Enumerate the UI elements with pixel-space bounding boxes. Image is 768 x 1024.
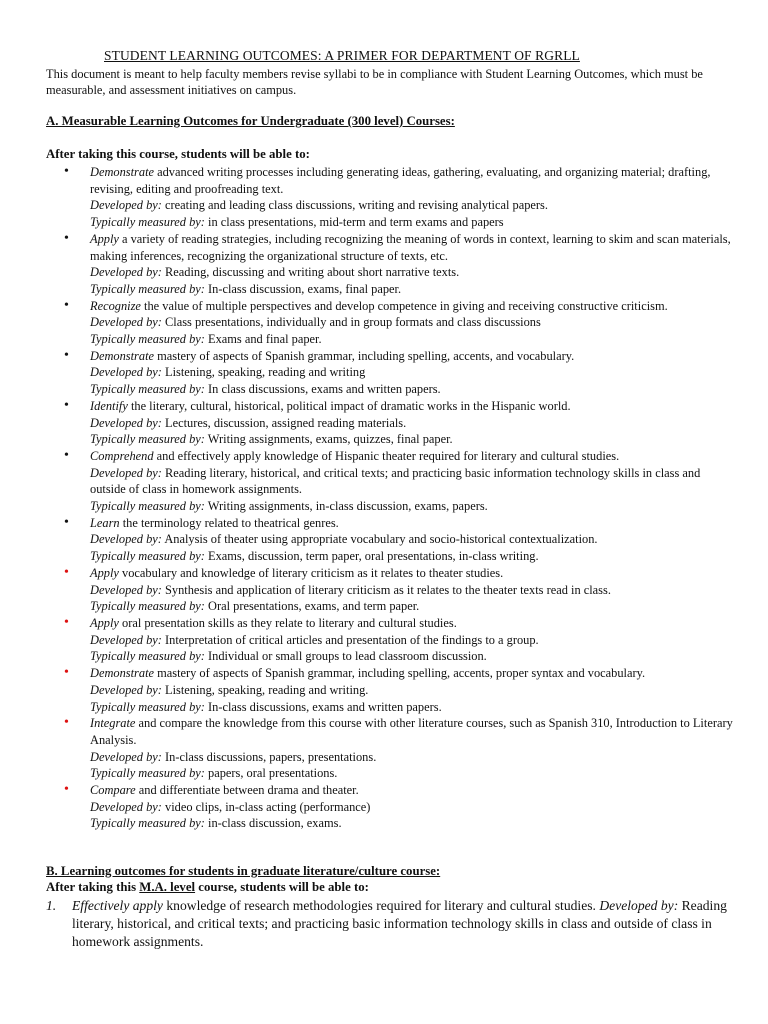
measured-by-text: papers, oral presentations. — [204, 766, 338, 781]
measured-by-text: in-class discussion, exams. — [204, 816, 342, 831]
measured-by-line — [90, 431, 736, 448]
outcome-verb: Compare — [90, 783, 136, 798]
developed-by-label: Developed by: — [90, 315, 162, 330]
measured-by-label: Typically measured by: — [90, 281, 205, 296]
developed-by-line — [90, 682, 736, 699]
section-b-lead — [46, 880, 369, 895]
intro-paragraph: This document is meant to help faculty members revise syllabi to be in compliance with Student Learning Outcomes, which must be measurable, and assessment initiatives on campus. — [46, 67, 703, 97]
developed-by-line — [90, 415, 736, 432]
developed-by-line — [90, 749, 736, 766]
outcome-text: a variety of reading strategies, including recognizing the meaning of words in context, learning to skim and scan materials, making inferences, recognizing the organizational structure of texts, etc. — [90, 231, 731, 263]
developed-by-line — [90, 364, 736, 381]
measured-by-line — [90, 381, 736, 398]
developed-by-text: Reading literary, historical, and critical texts; and practicing basic information technology skills in class and outside of class in homework assignments. — [72, 898, 727, 949]
outcome-item — [46, 448, 736, 515]
measured-by-line — [90, 214, 736, 231]
developed-by-line — [90, 582, 736, 599]
measured-by-label: Typically measured by: — [90, 215, 205, 230]
outcome-item — [46, 298, 736, 348]
developed-by-label: Developed by: — [90, 632, 162, 647]
bullet-icon: • — [64, 347, 69, 363]
developed-by-label: Developed by: — [90, 799, 162, 814]
developed-by-label: Developed by: — [90, 682, 162, 697]
measured-by-label: Typically measured by: — [90, 382, 205, 397]
bullet-icon: • — [64, 164, 69, 179]
developed-by-label: Developed by: — [599, 898, 679, 913]
measured-by-label: Typically measured by: — [90, 432, 205, 447]
bullet-icon: • — [64, 514, 69, 530]
outcome-text: the value of multiple perspectives and develop competence in giving and receiving constructive criticism. — [140, 298, 668, 313]
measured-by-text: Individual or small groups to lead classroom discussion. — [204, 649, 487, 664]
graduate-outcomes-list — [46, 897, 736, 951]
outcome-verb: Demonstrate — [90, 666, 155, 681]
bullet-icon: • — [64, 564, 69, 580]
measured-by-label: Typically measured by: — [90, 599, 205, 614]
outcome-statement — [90, 448, 736, 465]
measured-by-line — [90, 648, 736, 665]
outcome-item — [46, 665, 736, 715]
outcome-verb: Apply — [90, 615, 119, 630]
section-a-lead: After taking this course, students will be able to: — [46, 147, 310, 161]
document-title: STUDENT LEARNING OUTCOMES: A PRIMER FOR DEPARTMENT OF RGRLL — [104, 48, 580, 63]
measured-by-text: Exams and final paper. — [204, 332, 322, 347]
outcome-statement — [90, 515, 736, 532]
bullet-icon: • — [64, 614, 69, 630]
developed-by-label: Developed by: — [90, 415, 162, 430]
outcome-text: and compare the knowledge from this course with other literature courses, such as Spanish 310, Introduction to Literary Analysis. — [90, 716, 733, 747]
outcome-statement — [90, 164, 736, 197]
developed-by-line — [90, 632, 736, 649]
outcome-item — [46, 348, 736, 398]
measured-by-label: Typically measured by: — [90, 499, 205, 514]
outcome-verb: Learn — [90, 515, 120, 530]
outcome-text: the terminology related to theatrical genres. — [119, 515, 339, 530]
measured-by-text: Writing assignments, exams, quizzes, final paper. — [204, 432, 453, 447]
developed-by-line — [90, 799, 736, 816]
developed-by-label: Developed by: — [90, 265, 162, 280]
developed-by-label: Developed by: — [90, 749, 162, 764]
outcome-text: mastery of aspects of Spanish grammar, including spelling, accents, proper syntax and vocabulary. — [154, 666, 646, 681]
measured-by-label: Typically measured by: — [90, 699, 205, 714]
outcome-item — [46, 565, 736, 615]
section-b-lead-level: M.A. level — [139, 880, 196, 894]
measured-by-text: In class discussions, exams and written papers. — [204, 382, 441, 397]
measured-by-line — [90, 699, 736, 716]
outcome-statement — [90, 665, 736, 682]
section-b-lead-start: After taking this — [46, 880, 140, 894]
outcome-item — [46, 615, 736, 665]
developed-by-text: Listening, speaking, reading and writing — [161, 365, 366, 380]
outcome-item — [46, 164, 736, 231]
outcome-verb: Demonstrate — [90, 348, 155, 363]
outcome-verb: Integrate — [90, 716, 136, 731]
outcome-verb: Apply — [90, 231, 119, 246]
developed-by-text: Analysis of theater using appropriate vocabulary and socio-historical contextualization. — [161, 532, 598, 547]
outcome-verb: Demonstrate — [90, 165, 155, 179]
measured-by-text: In-class discussion, exams, final paper. — [204, 281, 402, 296]
bullet-icon: • — [64, 715, 69, 731]
outcome-item — [46, 231, 736, 298]
bullet-icon: • — [64, 447, 69, 463]
measured-by-line — [90, 765, 736, 782]
outcome-text: oral presentation skills as they relate to literary and cultural studies. — [118, 615, 457, 630]
outcome-verb: Comprehend — [90, 448, 154, 463]
bullet-icon: • — [64, 665, 69, 681]
outcome-text: advanced writing processes including generating ideas, gathering, evaluating, and organizing material; drafting, revising, editing and proofreading text. — [90, 165, 711, 196]
bullet-icon: • — [64, 782, 69, 798]
measured-by-text: in class presentations, mid-term and term exams and papers — [204, 215, 504, 230]
outcome-item — [46, 782, 736, 832]
developed-by-text: Class presentations, individually and in group formats and class discussions — [161, 315, 541, 330]
outcome-verb: Identify — [90, 398, 128, 413]
developed-by-label: Developed by: — [90, 532, 162, 547]
outcome-statement — [90, 298, 736, 315]
measured-by-text: Oral presentations, exams, and term paper. — [204, 599, 420, 614]
outcome-verb: Apply — [90, 565, 119, 580]
measured-by-label: Typically measured by: — [90, 766, 205, 781]
outcome-verb: Effectively apply — [72, 898, 163, 913]
outcome-item — [46, 398, 736, 448]
outcome-statement — [90, 348, 736, 365]
developed-by-text: Listening, speaking, reading and writing. — [161, 682, 369, 697]
developed-by-line — [90, 314, 736, 331]
outcome-verb: Recognize — [90, 298, 141, 313]
developed-by-line — [90, 264, 736, 281]
bullet-icon: • — [64, 297, 69, 313]
outcome-text: mastery of aspects of Spanish grammar, including spelling, accents, and vocabulary. — [154, 348, 575, 363]
outcome-statement — [90, 398, 736, 415]
measured-by-label: Typically measured by: — [90, 549, 205, 564]
developed-by-text: Reading literary, historical, and critical texts; and practicing basic information technology skills in class and outside of class in homework assignments. — [90, 465, 701, 497]
outcome-text: and effectively apply knowledge of Hispanic theater required for literary and cultural studies. — [153, 448, 620, 463]
measured-by-line — [90, 815, 736, 832]
developed-by-text: Interpretation of critical articles and presentation of the findings to a group. — [161, 632, 539, 647]
developed-by-label: Developed by: — [90, 465, 162, 480]
outcome-text: vocabulary and knowledge of literary criticism as it relates to theater studies. — [118, 565, 504, 580]
measured-by-text: In-class discussions, exams and written papers. — [204, 699, 442, 714]
developed-by-line — [90, 465, 736, 498]
measured-by-label: Typically measured by: — [90, 332, 205, 347]
developed-by-text: Reading, discussing and writing about short narrative texts. — [161, 265, 460, 280]
measured-by-line — [90, 281, 736, 298]
developed-by-text: In-class discussions, papers, presentations. — [161, 749, 377, 764]
outcome-text: and differentiate between drama and theater. — [135, 783, 359, 798]
measured-by-text: Exams, discussion, term paper, oral presentations, in-class writing. — [204, 549, 539, 564]
outcomes-list — [46, 164, 736, 832]
outcome-item — [46, 715, 736, 782]
section-b-lead-end: course, students will be able to: — [195, 880, 369, 894]
outcome-text: knowledge of research methodologies required for literary and cultural studies. — [162, 898, 600, 913]
outcome-statement — [90, 715, 736, 748]
developed-by-text: video clips, in-class acting (performance) — [161, 799, 371, 814]
developed-by-line — [90, 531, 736, 548]
outcome-item — [46, 515, 736, 565]
measured-by-text: Writing assignments, in-class discussion, exams, papers. — [204, 499, 488, 514]
bullet-icon: • — [64, 397, 69, 413]
bullet-icon: • — [64, 230, 69, 246]
measured-by-line — [90, 331, 736, 348]
measured-by-line — [90, 498, 736, 515]
section-a-heading: A. Measurable Learning Outcomes for Undergraduate (300 level) Courses: — [46, 114, 455, 128]
developed-by-label: Developed by: — [90, 198, 162, 213]
measured-by-line — [90, 598, 736, 615]
section-b-heading: B. Learning outcomes for students in graduate literature/culture course: — [46, 864, 441, 878]
outcome-text: the literary, cultural, historical, political impact of dramatic works in the Hispanic world. — [127, 398, 571, 413]
developed-by-text: creating and leading class discussions, writing and revising analytical papers. — [161, 198, 548, 213]
developed-by-line — [90, 197, 736, 214]
outcome-statement — [90, 565, 736, 582]
measured-by-label: Typically measured by: — [90, 816, 205, 831]
developed-by-text: Synthesis and application of literary criticism as it relates to the theater texts read in class. — [161, 582, 611, 597]
graduate-outcome-item — [46, 897, 736, 951]
measured-by-line — [90, 548, 736, 565]
outcome-statement — [90, 231, 736, 264]
outcome-statement — [90, 782, 736, 799]
developed-by-label: Developed by: — [90, 365, 162, 380]
developed-by-label: Developed by: — [90, 582, 162, 597]
outcome-statement — [90, 615, 736, 632]
developed-by-text: Lectures, discussion, assigned reading materials. — [161, 415, 407, 430]
item-number: 1. — [46, 898, 57, 913]
measured-by-label: Typically measured by: — [90, 649, 205, 664]
